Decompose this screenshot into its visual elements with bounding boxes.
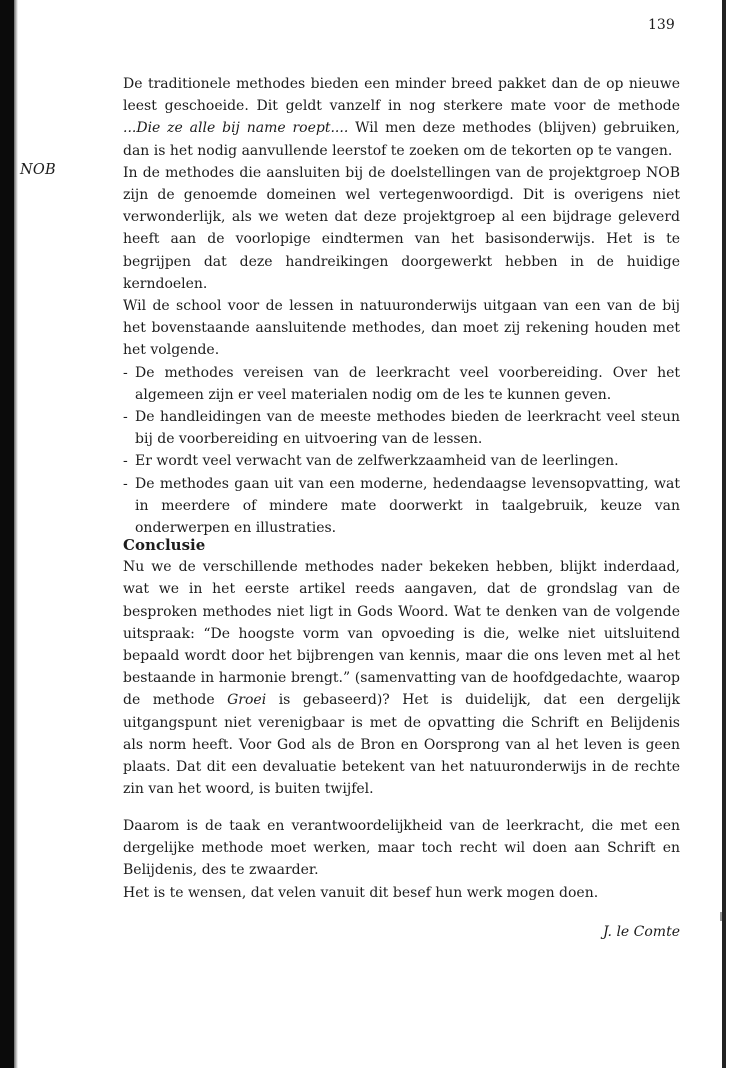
section-heading: Conclusie — [123, 536, 206, 554]
paragraph-wish: Het is te wensen, dat velen vanuit dit besef hun werk mogen doen. — [123, 884, 599, 901]
paragraph-traditional-methods — [123, 73, 680, 162]
paragraph-school-choice: Wil de school voor de lessen in natuuronderwijs uitgaan van een van de bij het bovenstaande aansluitende methodes, dan moet zij rekening houden met het volgende. — [123, 298, 680, 359]
closing-section — [123, 815, 680, 904]
list-item: - De methodes gaan uit van een moderne, hedendaagse levensopvatting, wat in meerdere of mindere mate doorwerkt in taalgebruik, keuze van onderwerpen en illustraties. — [123, 473, 680, 540]
page-number: 139 — [648, 17, 675, 33]
scan-edge-left — [0, 0, 14, 1068]
conclusion-section — [123, 534, 680, 800]
intro-section — [123, 73, 680, 539]
paragraph-conclusion — [123, 556, 680, 800]
paragraph-text: is gebaseerd)? Het is duidelijk, dat een dergelijk uitgangspunt niet verenigbaar is met de opvatting die Schrift en Belijdenis als norm heeft. Voor God als de Bron en Oorsprong van al het leven is geen plaats. Dat dit een devaluatie betekent van het natuuronderwijs in de rechte zin van het woord, is buiten twijfel. — [123, 692, 680, 798]
paragraph-text: De traditionele methodes bieden een minder breed pakket dan de op nieuwe leest geschoeide. Dit geldt vanzelf in nog sterkere mate voor de methode — [123, 76, 680, 115]
considerations-list — [123, 362, 680, 540]
paragraph-responsibility: Daarom is de taak en verantwoordelijkheid van de leerkracht, die met een dergelijke methode moet werken, maar toch recht wil doen aan Schrift en Belijdenis, des te zwaarder. — [123, 818, 680, 879]
margin-note: NOB — [20, 162, 56, 178]
list-item: - De handleidingen van de meeste methodes bieden de leerkracht veel steun bij de voorbereiding en uitvoering van de lessen. — [123, 406, 680, 450]
method-title: ...Die ze alle bij name roept.... — [123, 120, 349, 137]
list-item: - Er wordt veel verwacht van de zelfwerkzaamheid van de leerlingen. — [123, 450, 680, 472]
paragraph-nob-methods: In de methodes die aansluiten bij de doelstellingen van de projektgroep NOB zijn de genoemde domeinen wel vertegenwoordigd. Dit is overigens niet verwonderlijk, als we weten dat deze projektgroep al een bijdrage geleverd heeft aan de voorlopige eindtermen van het basisonderwijs. Het is te begrijpen dat deze handreikingen doorgewerkt hebben in de huidige kerndoelen. — [123, 164, 680, 292]
paragraph-text: Wil men deze methodes (blijven) gebruiken, dan is het nodig aanvullende leerstof te zoeken om de tekorten op te vangen. — [123, 120, 681, 159]
method-title: Groei — [227, 692, 267, 709]
scan-speck — [720, 912, 722, 921]
list-item: - De methodes vereisen van de leerkracht veel voorbereiding. Over het algemeen zijn er veel materialen nodig om de les te kunnen geven. — [123, 362, 680, 406]
paragraph-text: Nu we de verschillende methodes nader bekeken hebben, blijkt inderdaad, wat we in het eerste artikel reeds aangaven, dat de grondslag van de besproken methodes niet ligt in Gods Woord. Wat te denken van de volgende uitspraak: “De hoogste vorm van opvoeding is die, welke niet uitsluitend bepaald wordt door het bijbrengen van kennis, maar die ons leven met al het bestaande in harmonie brengt.” (samenvatting van de hoofdgedachte, waarop de methode — [123, 559, 680, 709]
author-signature: J. le Comte — [603, 924, 680, 940]
scan-edge-right — [722, 0, 726, 1068]
